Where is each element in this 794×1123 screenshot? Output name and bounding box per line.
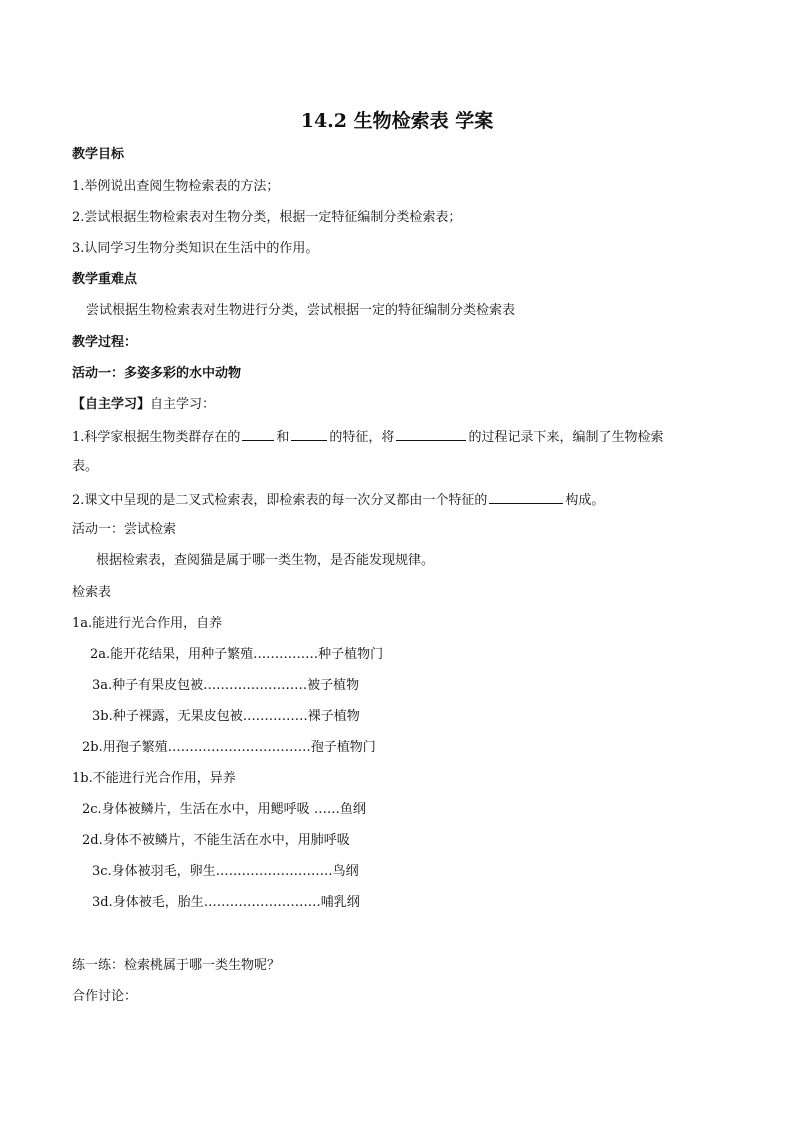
key-points-text: 尝试根据生物检索表对生物进行分类，尝试根据一定的特征编制分类检索表 — [86, 303, 516, 318]
goals-heading: 教学目标 — [72, 147, 125, 162]
key-line-1b: 1b.不能进行光合作用，异养 — [72, 771, 236, 786]
process-heading: 教学过程： — [72, 335, 138, 350]
try-search-text: 根据检索表，查阅猫是属于哪一类生物，是否能发现规律。 — [96, 553, 435, 568]
goal-item-2: 2.尝试根据生物检索表对生物分类，根据一定特征编制分类检索表； — [72, 210, 462, 225]
key-line-3a: 3a.种子有果皮包被……………………被子植物 — [92, 678, 360, 693]
key-table-heading: 检索表 — [72, 585, 112, 600]
key-line-2b: 2b.用孢子繁殖……………………………孢子植物门 — [82, 740, 376, 755]
key-line-2a: 2a.能开花结果，用种子繁殖……………种子植物门 — [90, 647, 384, 662]
q1-text-2: 和 — [276, 430, 290, 445]
self-study-bracket-label: 【自主学习】 — [72, 397, 151, 412]
q2-blank[interactable] — [489, 490, 563, 504]
goal-item-3: 3.认同学习生物分类知识在生活中的作用。 — [72, 241, 319, 256]
q1-blank-3[interactable] — [396, 427, 466, 441]
q2-text-1: 2.课文中呈现的是二叉式检索表，即检索表的每一次分叉都由一个特征的 — [72, 493, 488, 508]
key-line-2c: 2c.身体被鳞片，生活在水中，用鳃呼吸 ……鱼纲 — [82, 802, 366, 817]
key-line-3d: 3d.身体被毛，胎生………………………哺乳纲 — [92, 895, 360, 910]
key-line-2d: 2d.身体不被鳞片，不能生活在水中，用肺呼吸 — [82, 833, 350, 848]
document-title: 14.2 生物检索表 学案 — [300, 110, 494, 132]
key-points-heading: 教学重难点 — [72, 272, 138, 287]
key-line-3c: 3c.身体被羽毛，卵生………………………鸟纲 — [92, 864, 359, 879]
self-study-label: 自主学习： — [150, 397, 216, 412]
question-1-cont: 表。 — [72, 459, 99, 474]
practice-question: 练一练：检索桃属于哪一类生物呢？ — [72, 958, 281, 973]
q2-text-2: 构成。 — [565, 493, 605, 508]
q1-text-4: 的过程记录下来，编制了生物检索 — [468, 430, 664, 445]
question-2 — [72, 490, 604, 510]
activity1-heading: 活动一：多姿多彩的水中动物 — [72, 366, 242, 381]
try-search-heading: 活动一：尝试检索 — [72, 522, 177, 537]
key-line-3b: 3b.种子裸露，无果皮包被……………裸子植物 — [92, 709, 360, 724]
q1-blank-2[interactable] — [291, 427, 327, 441]
key-line-1a: 1a.能进行光合作用，自养 — [72, 616, 223, 631]
self-study-line — [72, 396, 215, 414]
goal-item-1: 1.举例说出查阅生物检索表的方法； — [72, 179, 280, 194]
question-1 — [72, 427, 663, 447]
q1-text-1: 1.科学家根据生物类群存在的 — [72, 430, 241, 445]
discussion-label: 合作讨论： — [72, 989, 138, 1004]
q1-text-3: 的特征，将 — [329, 430, 395, 445]
q1-blank-1[interactable] — [242, 427, 274, 441]
